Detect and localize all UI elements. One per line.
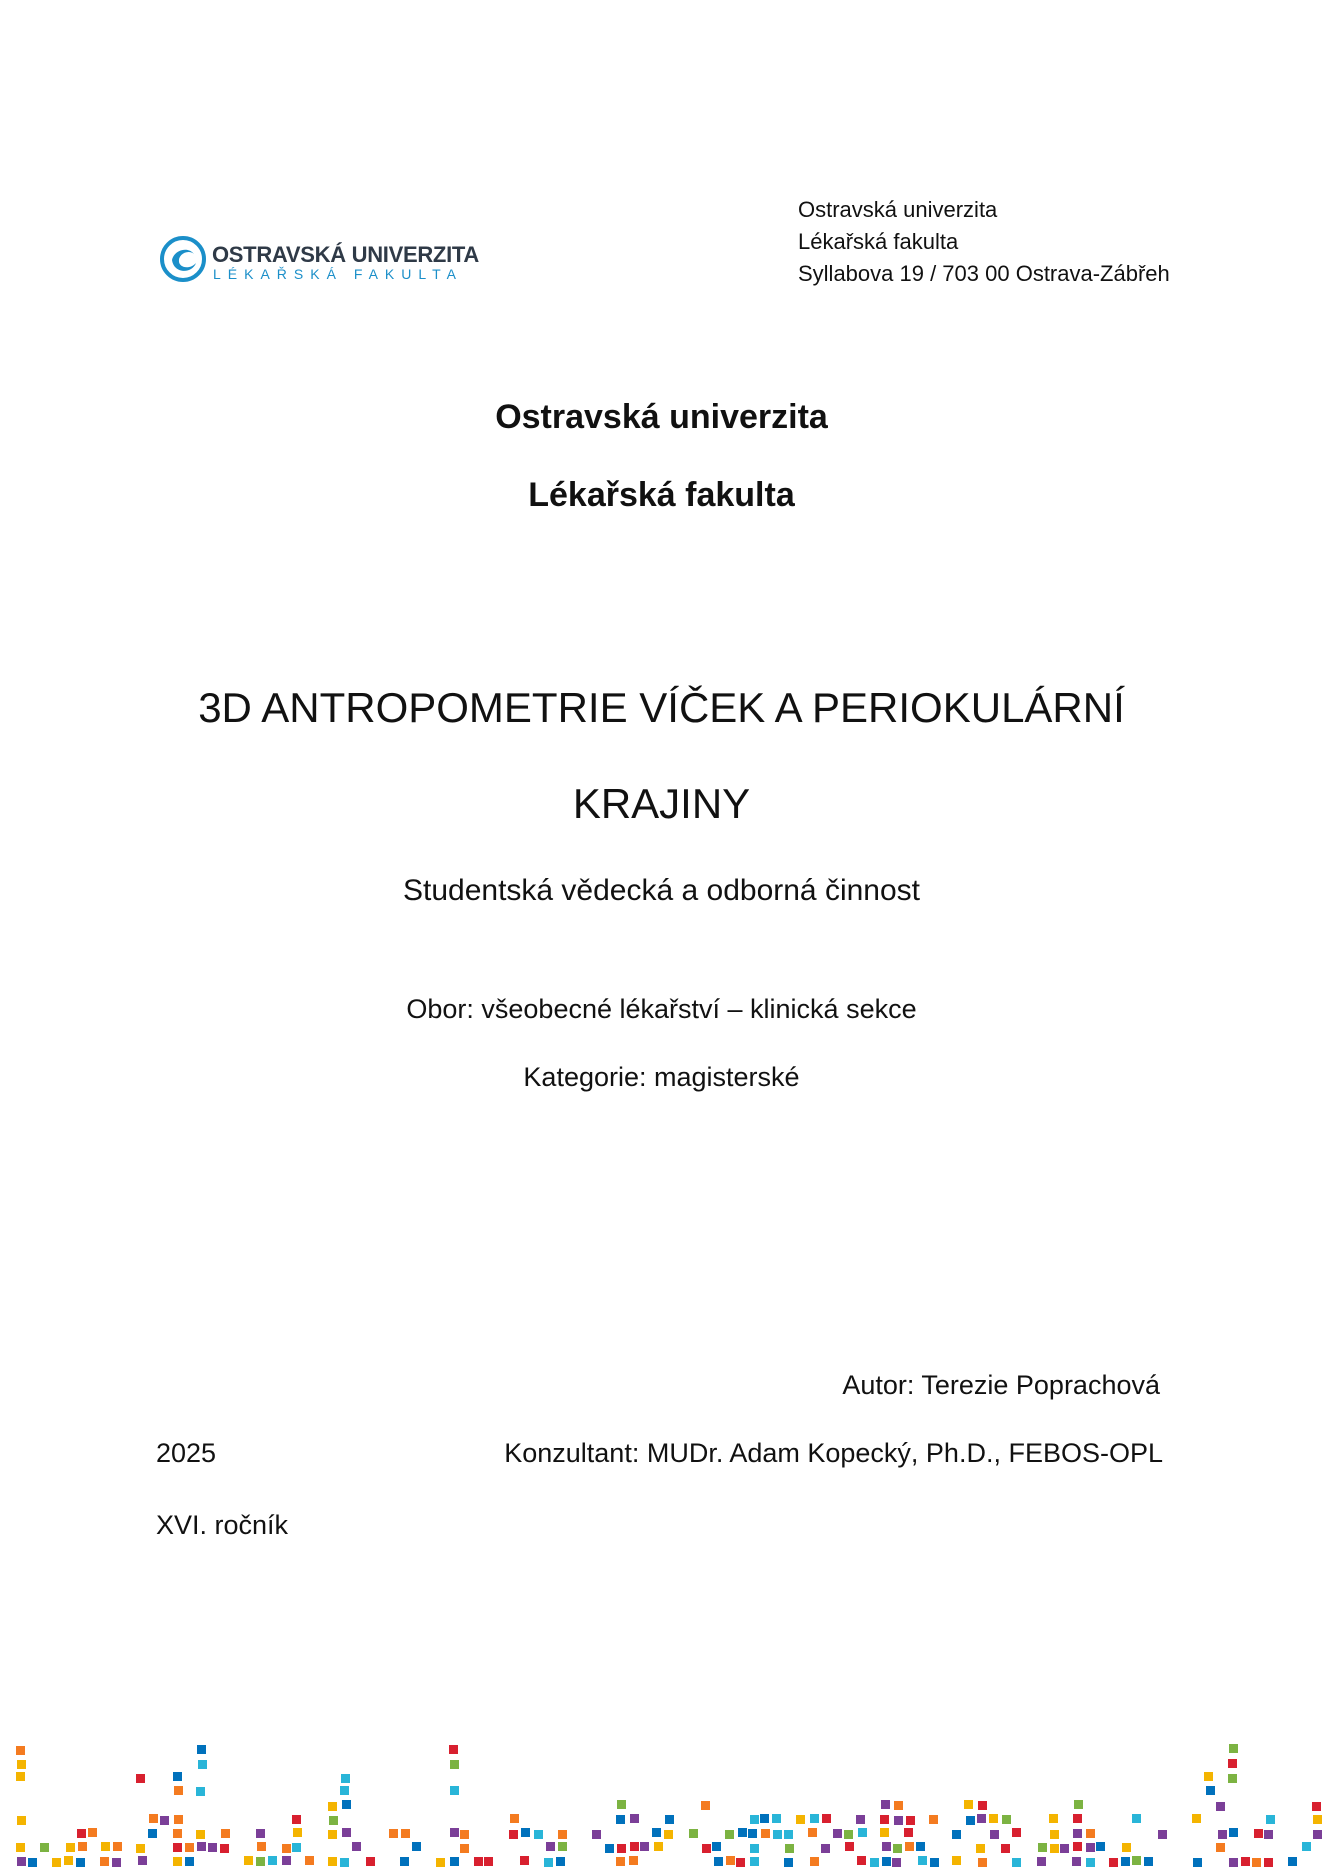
decor-pixel (450, 1857, 459, 1866)
decor-pixel (138, 1856, 147, 1865)
decor-pixel (412, 1842, 421, 1851)
decor-pixel (616, 1815, 625, 1824)
university-logo-icon (160, 236, 206, 282)
decor-pixel (113, 1842, 122, 1851)
decor-pixel (16, 1772, 25, 1781)
decor-pixel (520, 1856, 529, 1865)
decor-pixel (905, 1842, 914, 1851)
decor-pixel (761, 1829, 770, 1838)
decor-pixel (1132, 1856, 1141, 1865)
decor-pixel (340, 1858, 349, 1867)
document-subtitle: Studentská vědecká a odborná činnost (402, 874, 921, 907)
decor-pixel (1038, 1843, 1047, 1852)
decor-pixel (1229, 1744, 1238, 1753)
decor-pixel (173, 1772, 182, 1781)
decor-pixel (1312, 1802, 1321, 1811)
decor-pixel (66, 1843, 75, 1852)
decor-pixel (1132, 1814, 1141, 1823)
decor-pixel (772, 1814, 781, 1823)
decor-pixel (1049, 1814, 1058, 1823)
decor-pixel (1001, 1844, 1010, 1853)
decor-pixel (1060, 1844, 1069, 1853)
decor-pixel (906, 1816, 915, 1825)
decor-pixel (665, 1815, 674, 1824)
decor-pixel (450, 1828, 459, 1837)
decor-pixel (546, 1842, 555, 1851)
decor-pixel (1073, 1842, 1082, 1851)
decor-pixel (880, 1828, 889, 1837)
decor-pixel (1252, 1858, 1261, 1867)
decor-pixel (664, 1830, 673, 1839)
decor-pixel (1072, 1857, 1081, 1866)
decor-pixel (654, 1842, 663, 1851)
decor-pixel (856, 1815, 865, 1824)
decor-pixel (17, 1857, 26, 1866)
decor-pixel (738, 1828, 747, 1837)
decor-pixel (617, 1844, 626, 1853)
decor-pixel (785, 1844, 794, 1853)
decor-pixel (882, 1842, 891, 1851)
decor-pixel (208, 1843, 217, 1852)
decor-pixel (1158, 1830, 1167, 1839)
decor-pixel (821, 1844, 830, 1853)
decor-pixel (976, 1844, 985, 1853)
decor-pixel (880, 1815, 889, 1824)
decor-pixel (760, 1814, 769, 1823)
decor-pixel (282, 1844, 291, 1853)
decor-pixel (268, 1856, 277, 1865)
decor-pixel (1012, 1828, 1021, 1837)
decor-pixel (1122, 1843, 1131, 1852)
decor-pixel (148, 1829, 157, 1838)
category: Kategorie: magisterské (523, 1062, 800, 1092)
decor-pixel (328, 1802, 337, 1811)
decor-pixel (918, 1856, 927, 1865)
decor-pixel (978, 1801, 987, 1810)
decor-pixel (1229, 1858, 1238, 1867)
decor-pixel (1121, 1857, 1130, 1866)
decor-pixel (652, 1828, 661, 1837)
decor-pixel (196, 1787, 205, 1796)
faculty-logo (160, 236, 479, 286)
decor-pixel (1313, 1815, 1322, 1824)
decor-pixel (784, 1830, 793, 1839)
decor-pixel (17, 1760, 26, 1769)
decor-pixel (630, 1842, 639, 1851)
decor-pixel (352, 1842, 361, 1851)
decor-pixel (808, 1828, 817, 1837)
address-line-university: Ostravská univerzita (798, 197, 998, 222)
decor-pixel (1228, 1759, 1237, 1768)
decor-pixel (1216, 1802, 1225, 1811)
decor-pixel (822, 1814, 831, 1823)
decor-pixel (616, 1857, 625, 1866)
decor-pixel (436, 1858, 445, 1867)
decor-pixel (484, 1857, 493, 1866)
decor-pixel (450, 1760, 459, 1769)
decor-pixel (17, 1816, 26, 1825)
decor-pixel (450, 1786, 459, 1795)
decor-pixel (460, 1830, 469, 1839)
decor-pixel (400, 1857, 409, 1866)
decor-pixel (136, 1774, 145, 1783)
decor-pixel (449, 1745, 458, 1754)
decor-pixel (305, 1856, 314, 1865)
decor-pixel (328, 1857, 337, 1866)
decor-pixel (810, 1857, 819, 1866)
edition: XVI. ročník (156, 1510, 289, 1540)
decor-pixel (748, 1829, 757, 1838)
decor-pixel (64, 1856, 73, 1865)
decor-pixel (989, 1814, 998, 1823)
decor-pixel (881, 1800, 890, 1809)
decor-pixel (342, 1800, 351, 1809)
decor-pixel (544, 1858, 553, 1867)
decor-pixel (882, 1857, 891, 1866)
decor-pixel (1086, 1829, 1095, 1838)
decor-pixel (1288, 1857, 1297, 1866)
decor-pixel (1086, 1843, 1095, 1852)
decor-pixel (750, 1857, 759, 1866)
decor-pixel (52, 1858, 61, 1867)
decor-pixel (160, 1816, 169, 1825)
heading-university: Ostravská univerzita (495, 398, 828, 436)
decor-pixel (712, 1842, 721, 1851)
decor-pixel (1037, 1857, 1046, 1866)
decor-pixel (328, 1830, 337, 1839)
decor-pixel (389, 1829, 398, 1838)
address-line-faculty: Lékařská fakulta (798, 229, 959, 254)
decor-pixel (617, 1800, 626, 1809)
decor-pixel (990, 1830, 999, 1839)
decor-pixel (1204, 1772, 1213, 1781)
decor-pixel (810, 1814, 819, 1823)
address-block (798, 194, 1170, 290)
decor-pixel (1254, 1829, 1263, 1838)
decor-pixel (1206, 1786, 1215, 1795)
decor-pixel (1086, 1858, 1095, 1867)
decor-pixel (28, 1858, 37, 1867)
decor-pixel (77, 1829, 86, 1838)
decor-pixel (858, 1828, 867, 1837)
decor-pixel (640, 1842, 649, 1851)
decor-pixel (784, 1858, 793, 1867)
decor-pixel (174, 1815, 183, 1824)
logo-name: OSTRAVSKÁ UNIVERZITA (212, 242, 479, 267)
decor-pixel (916, 1842, 925, 1851)
decor-pixel (592, 1830, 601, 1839)
decor-pixel (870, 1858, 879, 1867)
decor-pixel (977, 1814, 986, 1823)
decor-pixel (220, 1844, 229, 1853)
decor-pixel (173, 1857, 182, 1866)
decor-pixel (605, 1844, 614, 1853)
decor-pixel (100, 1857, 109, 1866)
decor-pixel (689, 1829, 698, 1838)
decor-pixel (857, 1856, 866, 1865)
decor-pixel (558, 1842, 567, 1851)
decor-pixel (78, 1842, 87, 1851)
decor-pixel (796, 1815, 805, 1824)
field-of-study: Obor: všeobecné lékařství – klinická sekce (406, 994, 917, 1024)
decor-pixel (197, 1745, 206, 1754)
title-line-2: KRAJINY (572, 780, 751, 827)
decor-pixel (16, 1843, 25, 1852)
decor-pixel (136, 1844, 145, 1853)
decor-pixel (329, 1816, 338, 1825)
decor-pixel (1002, 1815, 1011, 1824)
decor-pixel (198, 1760, 207, 1769)
decorative-pixel-band (0, 1740, 1323, 1871)
decor-pixel (894, 1816, 903, 1825)
decor-pixel (978, 1858, 987, 1867)
decor-pixel (293, 1828, 302, 1837)
decor-pixel (726, 1856, 735, 1865)
decor-pixel (1218, 1830, 1227, 1839)
decor-pixel (894, 1801, 903, 1810)
decor-pixel (341, 1774, 350, 1783)
decor-pixel (282, 1856, 291, 1865)
decor-pixel (845, 1842, 854, 1851)
title-line-1: 3D ANTROPOMETRIE VÍČEK A PERIOKULÁRNÍ (198, 684, 1125, 731)
logo-subtitle: LÉKAŘSKÁ FAKULTA (213, 266, 463, 282)
decor-pixel (185, 1857, 194, 1866)
decor-pixel (88, 1828, 97, 1837)
decor-pixel (1193, 1858, 1202, 1867)
decor-pixel (112, 1858, 121, 1867)
decor-pixel (292, 1843, 301, 1852)
decor-pixel (833, 1829, 842, 1838)
decor-pixel (1050, 1844, 1059, 1853)
decor-pixel (1096, 1842, 1105, 1851)
decor-pixel (1229, 1828, 1238, 1837)
decor-pixel (221, 1829, 230, 1838)
decor-pixel (929, 1815, 938, 1824)
decor-pixel (534, 1830, 543, 1839)
decor-pixel (474, 1857, 483, 1866)
decor-pixel (1264, 1830, 1273, 1839)
decor-pixel (1313, 1830, 1322, 1839)
decor-pixel (1192, 1814, 1201, 1823)
decor-pixel (1012, 1858, 1021, 1867)
decor-pixel (1144, 1857, 1153, 1866)
consultant: Konzultant: MUDr. Adam Kopecký, Ph.D., FEBOS-OPL (504, 1438, 1163, 1468)
decor-pixel (256, 1829, 265, 1838)
decor-pixel (173, 1843, 182, 1852)
decor-pixel (952, 1830, 961, 1839)
decor-pixel (904, 1828, 913, 1837)
decor-pixel (40, 1843, 49, 1852)
decor-pixel (964, 1800, 973, 1809)
decor-pixel (174, 1786, 183, 1795)
decor-pixel (1073, 1814, 1082, 1823)
decor-pixel (509, 1830, 518, 1839)
decor-pixel (521, 1828, 530, 1837)
decor-pixel (197, 1842, 206, 1851)
decor-pixel (1050, 1830, 1059, 1839)
decor-pixel (1264, 1858, 1273, 1867)
decor-pixel (16, 1746, 25, 1755)
decor-pixel (1302, 1842, 1311, 1851)
decor-pixel (750, 1815, 759, 1824)
decor-pixel (892, 1858, 901, 1867)
decor-pixel (1074, 1800, 1083, 1809)
decor-pixel (1266, 1815, 1275, 1824)
decor-pixel (1228, 1774, 1237, 1783)
decor-pixel (257, 1842, 266, 1851)
decor-pixel (401, 1829, 410, 1838)
decor-pixel (366, 1857, 375, 1866)
decor-pixel (196, 1830, 205, 1839)
decor-pixel (773, 1830, 782, 1839)
decor-pixel (149, 1814, 158, 1823)
decor-pixel (630, 1814, 639, 1823)
decor-pixel (702, 1844, 711, 1853)
decor-pixel (101, 1842, 110, 1851)
decor-pixel (510, 1814, 519, 1823)
decor-pixel (1109, 1858, 1118, 1867)
decor-pixel (244, 1856, 253, 1865)
decor-pixel (556, 1857, 565, 1866)
decor-pixel (966, 1816, 975, 1825)
decor-pixel (256, 1857, 265, 1866)
decor-pixel (76, 1858, 85, 1867)
decor-pixel (292, 1815, 301, 1824)
decor-pixel (342, 1828, 351, 1837)
decor-pixel (952, 1856, 961, 1865)
heading-faculty: Lékařská fakulta (528, 476, 795, 514)
decor-pixel (714, 1857, 723, 1866)
decor-pixel (1216, 1843, 1225, 1852)
decor-pixel (750, 1844, 759, 1853)
decor-pixel (725, 1830, 734, 1839)
decor-pixel (340, 1786, 349, 1795)
year: 2025 (156, 1438, 217, 1468)
address-line-street: Syllabova 19 / 703 00 Ostrava-Zábřeh (798, 261, 1170, 286)
decor-pixel (1073, 1829, 1082, 1838)
decor-pixel (460, 1844, 469, 1853)
decor-pixel (701, 1801, 710, 1810)
decor-pixel (930, 1858, 939, 1867)
author: Autor: Terezie Poprachová (842, 1370, 1160, 1400)
decor-pixel (844, 1830, 853, 1839)
decor-pixel (173, 1829, 182, 1838)
decor-pixel (1241, 1857, 1250, 1866)
decor-pixel (558, 1830, 567, 1839)
decor-pixel (629, 1856, 638, 1865)
decor-pixel (893, 1844, 902, 1853)
decor-pixel (736, 1858, 745, 1867)
decor-pixel (185, 1843, 194, 1852)
